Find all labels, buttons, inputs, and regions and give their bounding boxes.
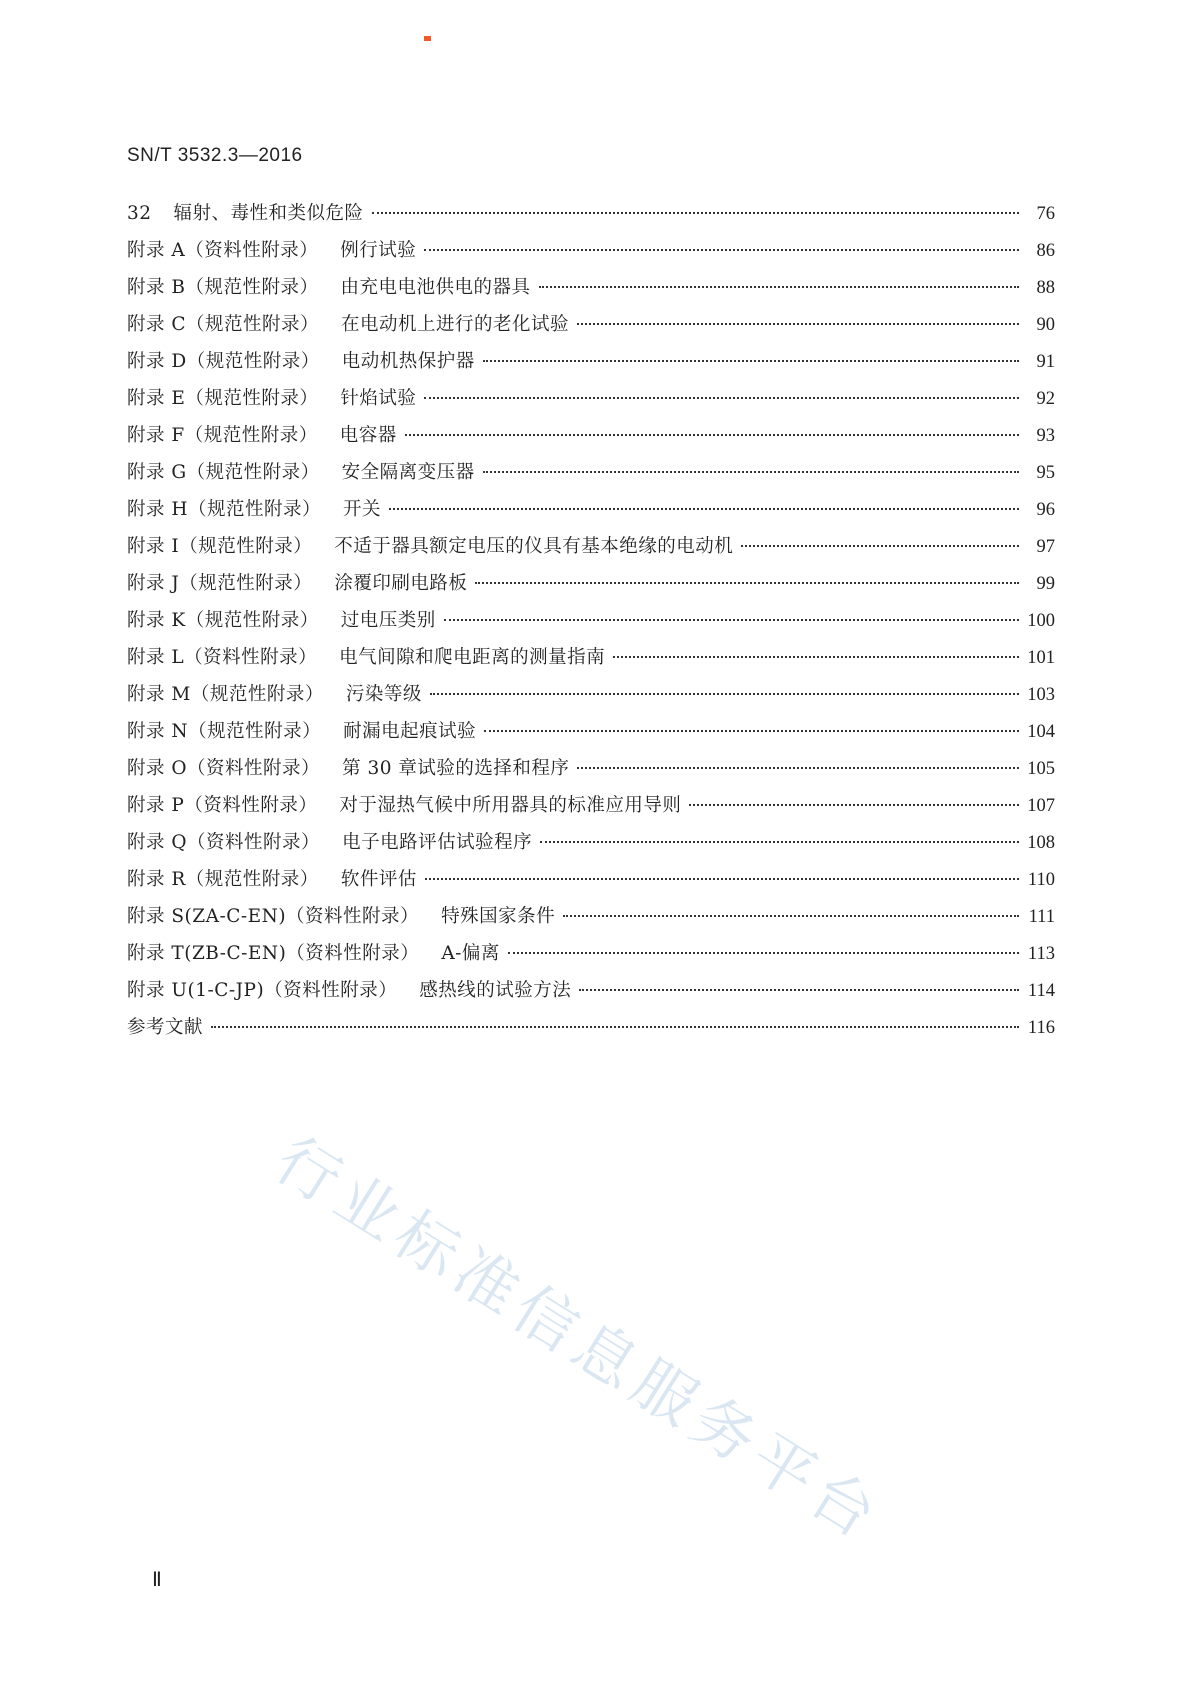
toc-entry-label (127, 935, 500, 972)
toc-page-number: 93 (1036, 426, 1055, 446)
toc-entry-title: 开关 (343, 499, 382, 520)
toc-entry-label (127, 787, 681, 824)
annex-label: 附录 S(ZA-C-EN)（资料性附录） (127, 906, 420, 927)
annex-label: 附录 L（资料性附录） (127, 647, 318, 668)
toc-page-number: 95 (1036, 463, 1055, 483)
dot-leader (389, 508, 1019, 510)
toc-page-number: 97 (1036, 537, 1055, 557)
dot-leader (475, 582, 1019, 584)
toc-entry-annex-o[interactable] (127, 750, 1055, 787)
toc-page-number: 113 (1027, 944, 1055, 964)
toc-entry-annex-d[interactable] (127, 343, 1055, 380)
dot-leader (405, 434, 1019, 436)
annex-label: 附录 C（规范性附录） (127, 314, 320, 335)
dot-leader (483, 471, 1019, 473)
toc-entry-title: 电气间隙和爬电距离的测量指南 (339, 647, 606, 668)
annex-label: 附录 Q（资料性附录） (127, 832, 321, 853)
toc-entry-annex-g[interactable] (127, 454, 1055, 491)
toc-entry-label (127, 824, 532, 861)
toc-entry-label (127, 602, 436, 639)
dot-leader (613, 656, 1019, 658)
annex-label: 附录 F（规范性附录） (127, 425, 318, 446)
toc-entry-title: 对于湿热气候中所用器具的标准应用导则 (339, 795, 682, 816)
toc-page-number: 107 (1027, 796, 1055, 816)
toc-page-number: 114 (1027, 981, 1055, 1001)
table-of-contents (127, 195, 1055, 1046)
toc-entry-title: 在电动机上进行的老化试验 (341, 314, 570, 335)
annex-label: 附录 M（规范性附录） (127, 684, 324, 705)
toc-entry-label (127, 639, 605, 676)
toc-entry-title: 不适于器具额定电压的仪具有基本绝缘的电动机 (334, 536, 734, 557)
dot-leader (425, 878, 1019, 880)
toc-page-number: 103 (1027, 685, 1055, 705)
toc-page-number: 108 (1027, 833, 1055, 853)
toc-entry-annex-h[interactable] (127, 491, 1055, 528)
annex-label: 附录 D（规范性附录） (127, 351, 320, 372)
annex-label: 附录 H（规范性附录） (127, 499, 322, 520)
annex-label: 附录 K（规范性附录） (127, 610, 319, 631)
toc-entry-annex-b[interactable] (127, 269, 1055, 306)
dot-leader (424, 249, 1019, 251)
toc-entry-title: 针焰试验 (340, 388, 417, 409)
toc-page-number: 96 (1036, 500, 1055, 520)
toc-entry-annex-m[interactable] (127, 676, 1055, 713)
toc-page-number: 88 (1036, 278, 1055, 298)
toc-page-number: 100 (1027, 611, 1055, 631)
toc-entry-annex-f[interactable] (127, 417, 1055, 454)
toc-entry-title: 第 30 章试验的选择和程序 (342, 758, 570, 779)
toc-entry-label (127, 972, 571, 1009)
annex-label: 附录 E（规范性附录） (127, 388, 319, 409)
toc-page-number: 99 (1036, 574, 1055, 594)
toc-entry-title: 电容器 (339, 425, 397, 446)
toc-page-number: 110 (1027, 870, 1055, 890)
dot-leader (484, 730, 1019, 732)
dot-leader (444, 619, 1019, 621)
toc-entry-label (127, 269, 531, 306)
dot-leader (211, 1026, 1019, 1028)
toc-page-number: 105 (1027, 759, 1055, 779)
toc-entry-label (127, 1009, 203, 1046)
toc-entry-annex-l[interactable] (127, 639, 1055, 676)
toc-entry-annex-a[interactable] (127, 232, 1055, 269)
toc-entry-title: 感热线的试验方法 (419, 980, 572, 1001)
toc-entry-annex-n[interactable] (127, 713, 1055, 750)
toc-page-number: 90 (1036, 315, 1055, 335)
dot-leader (540, 841, 1019, 843)
annex-label: 附录 T(ZB-C-EN)（资料性附录） (127, 943, 420, 964)
toc-entry-label (127, 417, 397, 454)
annex-label: 附录 N（规范性附录） (127, 721, 322, 742)
toc-entry-label (127, 713, 476, 750)
toc-entry-title: 例行试验 (340, 240, 417, 261)
toc-entry-annex-r[interactable] (127, 861, 1055, 898)
toc-entry-title: 安全隔离变压器 (341, 462, 475, 483)
toc-entry-annex-q[interactable] (127, 824, 1055, 861)
toc-entry-label (127, 676, 422, 713)
toc-page-number: 86 (1036, 241, 1055, 261)
toc-entry-annex-e[interactable] (127, 380, 1055, 417)
toc-entry-label (127, 343, 475, 380)
toc-entry-annex-p[interactable] (127, 787, 1055, 824)
toc-entry-title: A-偏离 (441, 943, 500, 964)
page-number: Ⅱ (152, 1569, 162, 1591)
toc-page-number: 91 (1036, 352, 1055, 372)
dot-leader (539, 286, 1020, 288)
toc-page-number: 92 (1036, 389, 1055, 409)
toc-entry-annex-j[interactable] (127, 565, 1055, 602)
toc-entry-annex-k[interactable] (127, 602, 1055, 639)
dot-leader (430, 693, 1019, 695)
toc-entry-annex-s[interactable] (127, 898, 1055, 935)
toc-entry-title: 电子电路评估试验程序 (342, 832, 533, 853)
toc-entry-annex-t[interactable] (127, 935, 1055, 972)
toc-entry-number: 32 (127, 203, 152, 224)
annex-label: 附录 R（规范性附录） (127, 869, 319, 890)
toc-entry-label (127, 306, 569, 343)
toc-entry-title: 软件评估 (340, 869, 417, 890)
references-label: 参考文献 (127, 1017, 204, 1038)
toc-entry-label (127, 232, 416, 269)
annex-label: 附录 A（资料性附录） (127, 240, 319, 261)
toc-entry-label (127, 491, 381, 528)
toc-entry-title: 污染等级 (345, 684, 422, 705)
dot-leader (579, 989, 1019, 991)
toc-entry-title: 辐射、毒性和类似危险 (173, 203, 364, 224)
toc-entry-annex-i[interactable] (127, 528, 1055, 565)
toc-entry-label (127, 898, 555, 935)
toc-entry-label (127, 861, 417, 898)
toc-entry-title: 特殊国家条件 (441, 906, 556, 927)
dot-leader (577, 323, 1019, 325)
annex-label: 附录 G（规范性附录） (127, 462, 320, 483)
annex-label: 附录 U(1-C-JP)（资料性附录） (127, 980, 398, 1001)
annex-label: 附录 J（规范性附录） (127, 573, 313, 594)
toc-page-number: 101 (1027, 648, 1055, 668)
toc-entry-title: 涂覆印刷电路板 (334, 573, 468, 594)
annex-label: 附录 P（资料性附录） (127, 795, 318, 816)
toc-entry-title: 电动机热保护器 (341, 351, 475, 372)
dot-leader (508, 952, 1019, 954)
watermark-text: 行业标准信息服务平台 (263, 1122, 896, 1556)
red-corner-mark (424, 36, 431, 41)
toc-page-number: 76 (1036, 204, 1055, 224)
toc-entry-title: 过电压类别 (340, 610, 436, 631)
annex-label: 附录 O（资料性附录） (127, 758, 321, 779)
toc-entry-annex-u[interactable] (127, 972, 1055, 1009)
toc-page-number: 116 (1027, 1018, 1055, 1038)
toc-entry-title: 耐漏电起痕试验 (343, 721, 477, 742)
dot-leader (563, 915, 1019, 917)
dot-leader (689, 804, 1019, 806)
toc-entry-label (127, 380, 416, 417)
annex-label: 附录 I（规范性附录） (127, 536, 313, 557)
dot-leader (372, 212, 1019, 214)
toc-entry-label (127, 195, 364, 232)
annex-label: 附录 B（规范性附录） (127, 277, 319, 298)
toc-page-number: 111 (1028, 907, 1055, 927)
toc-entry-label (127, 454, 475, 491)
toc-page-number: 104 (1027, 722, 1055, 742)
toc-entry-label (127, 565, 467, 602)
toc-entry-references[interactable] (127, 1009, 1055, 1046)
document-code: SN/T 3532.3—2016 (127, 145, 303, 166)
toc-entry-annex-c[interactable] (127, 306, 1055, 343)
toc-entry-label (127, 750, 569, 787)
toc-entry-32[interactable] (127, 195, 1055, 232)
dot-leader (424, 397, 1019, 399)
toc-entry-title: 由充电电池供电的器具 (340, 277, 531, 298)
dot-leader (741, 545, 1019, 547)
dot-leader (577, 767, 1019, 769)
toc-entry-label (127, 528, 733, 565)
dot-leader (483, 360, 1019, 362)
